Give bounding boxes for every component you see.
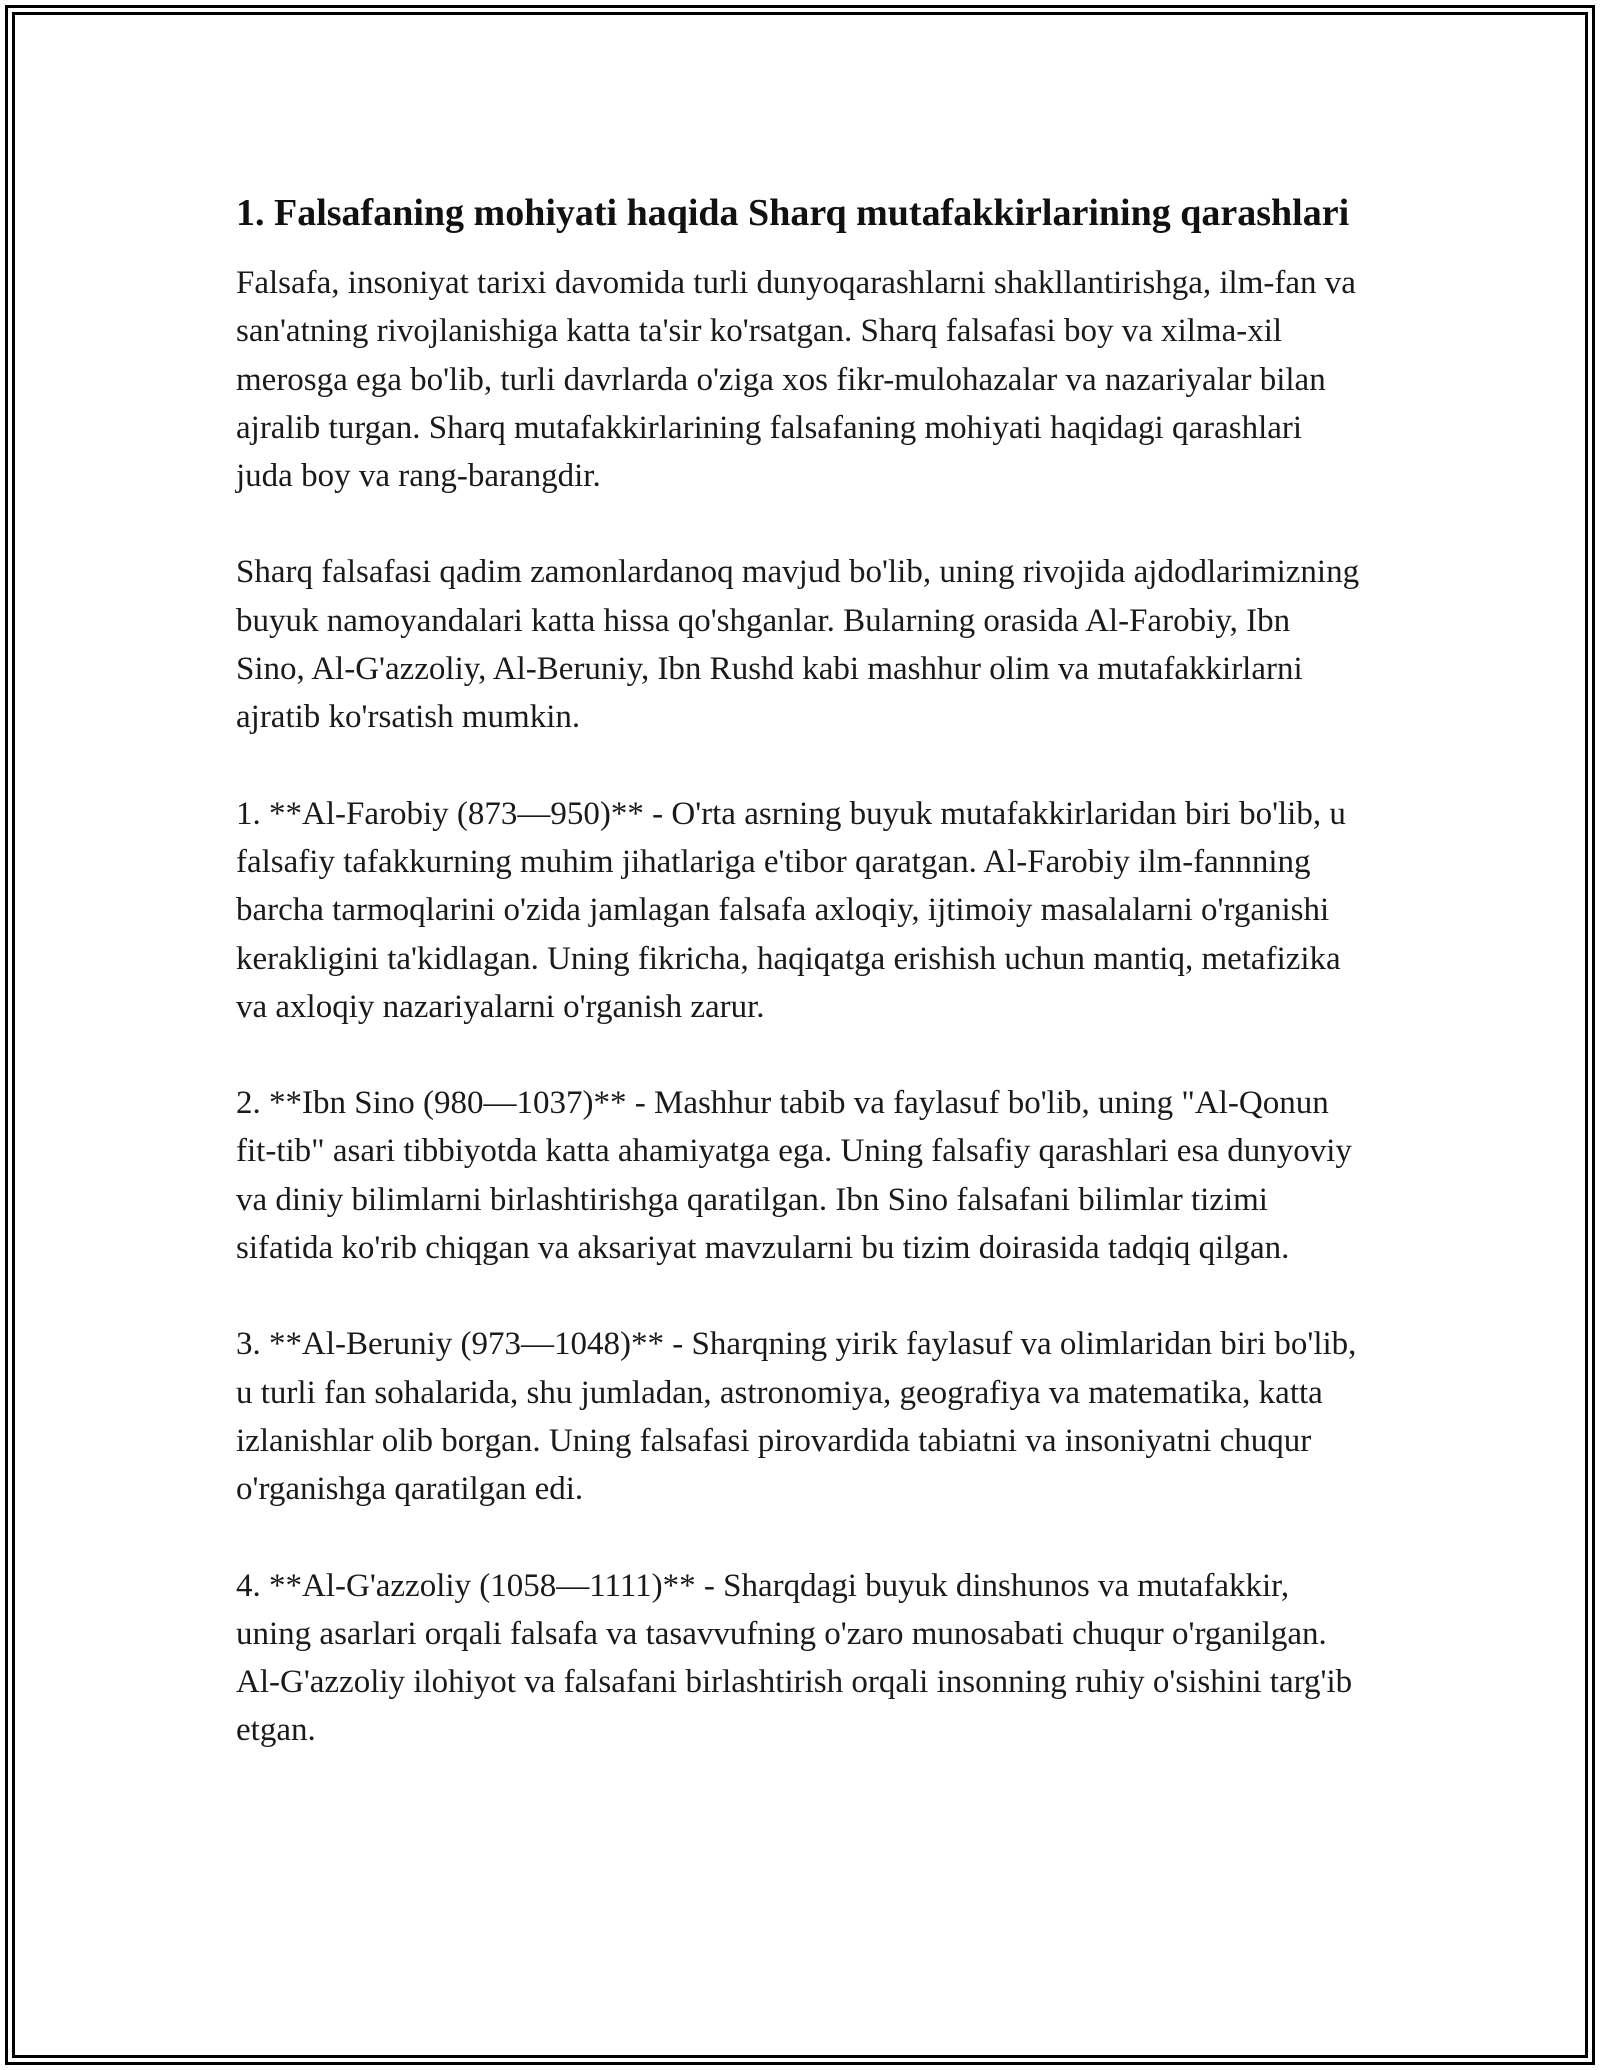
paragraph-al-farobiy: 1. **Al-Farobiy (873—950)** - O'rta asrning buyuk mutafakkirlaridan biri bo'lib, u falsafiy tafakkurning muhim jihatlariga e'tibor qaratgan. Al-Farobiy ilm-fannning barcha tarmoqlarini o'zida jamlagan falsafa axloqiy, ijtimoiy masalalarni o'rganishi kerakligini ta'kidlagan. Uning fikricha, haqiqatga erishish uchun mantiq, metafizika va axloqiy nazariyalarni o'rganish zarur. [236,795,1346,1025]
section-title: 1. Falsafaning mohiyati haqida Sharq mutafakkirlarining qarashlari [236,192,1350,234]
document-body [236,186,1366,1755]
paragraph-history: Sharq falsafasi qadim zamonlardanoq mavjud bo'lib, uning rivojida ajdodlarimizning buyuk namoyandalari katta hissa qo'shganlar. Bularning orasida Al-Farobiy, Ibn Sino, Al-G'azzoliy, Al-Beruniy, Ibn Rushd kabi mashhur olim va mutafakkirlarni ajratib ko'rsatish mumkin. [236,554,1360,736]
paragraph-intro: Falsafa, insoniyat tarixi davomida turli dunyoqarashlarni shakllantirishga, ilm-fan va san'atning rivojlanishiga katta ta'sir ko'rsatgan. Sharq falsafasi boy va xilma-xil merosga ega bo'lib, turli davrlarda o'ziga xos fikr-mulohazalar va nazariyalar bilan ajralib turgan. Sharq mutafakkirlarining falsafaning mohiyati haqidagi qarashlari juda boy va rang-barangdir. [236,265,1356,495]
paragraph-ibn-sino: 2. **Ibn Sino (980—1037)** - Mashhur tabib va faylasuf bo'lib, uning "Al-Qonun fit-tib" asari tibbiyotda katta ahamiyatga ega. Uning falsafiy qarashlari esa dunyoviy va diniy bilimlarni birlashtirishga qaratilgan. Ibn Sino falsafani bilimlar tizimi sifatida ko'rib chiqgan va aksariyat mavzularni bu tizim doirasida tadqiq qilgan. [236,1085,1352,1267]
paragraph-al-gazzoliy: 4. **Al-G'azzoliy (1058—1111)** - Sharqdagi buyuk dinshunos va mutafakkir, uning asarlari orqali falsafa va tasavvufning o'zaro munosabati chuqur o'rganilgan. Al-G'azzoliy ilohiyot va falsafani birlashtirish orqali insonning ruhiy o'sishini targ'ib etgan. [236,1567,1353,1749]
paragraph-al-beruniy: 3. **Al-Beruniy (973—1048)** - Sharqning yirik faylasuf va olimlaridan biri bo'lib, u turli fan sohalarida, shu jumladan, astronomiya, geografiya va matematika, katta izlanishlar olib borgan. Uning falsafasi pirovardida tabiatni va insoniyatni chuqur o'rganishga qaratilgan edi. [236,1326,1357,1508]
